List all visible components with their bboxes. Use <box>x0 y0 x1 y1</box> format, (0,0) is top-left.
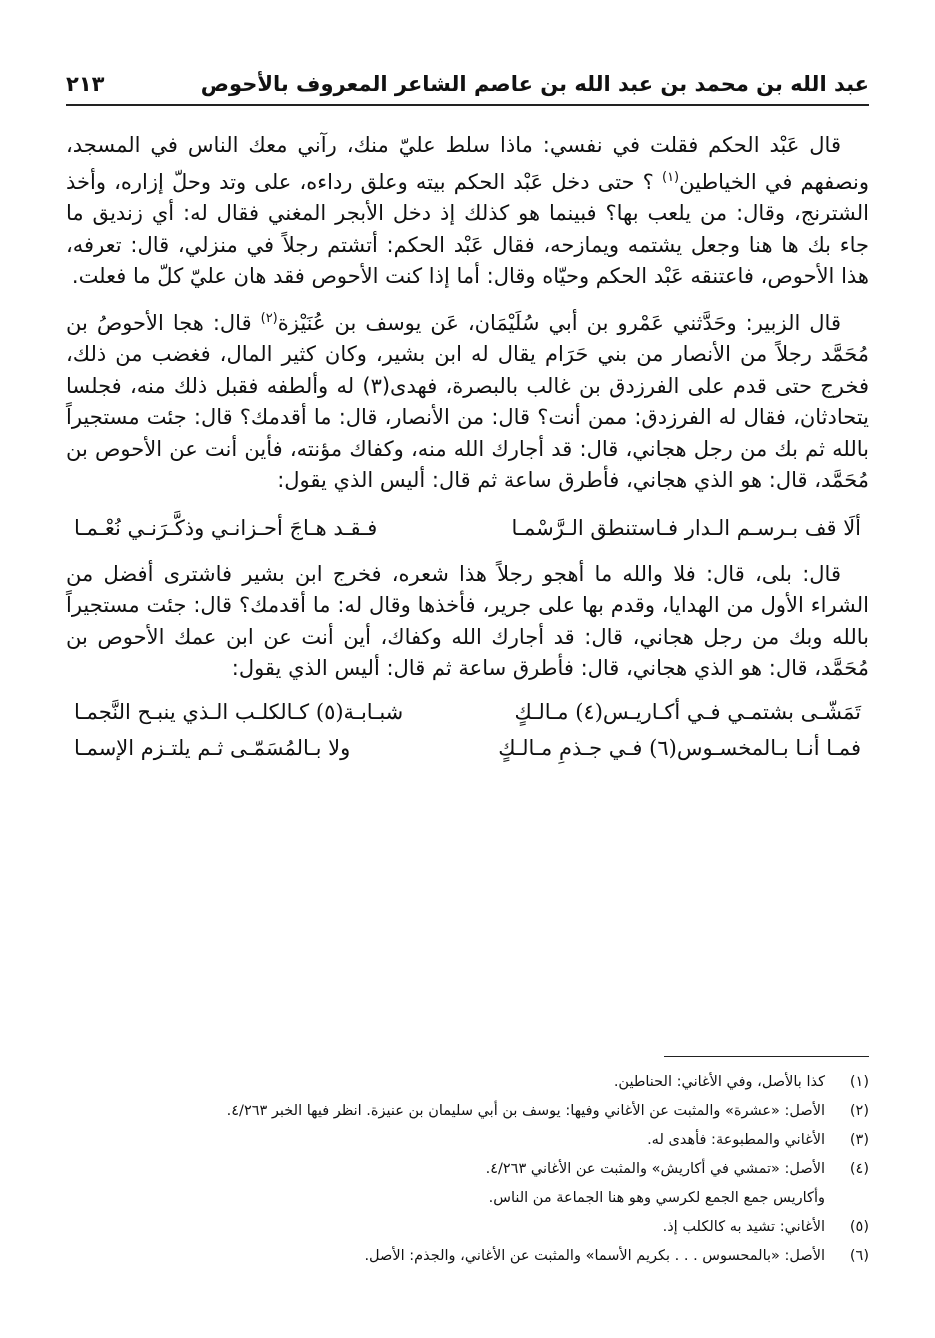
verse-1 <box>66 511 869 545</box>
footnote <box>66 1126 869 1155</box>
footnote-number <box>825 1184 869 1213</box>
footnote-number: (٥) <box>849 1219 869 1235</box>
paragraph-1-text: قال عَبْد الحكم فقلت في نفسي: ماذا سلط عليّ منك، رآني معك الناس في المسجد، ونصفهم في الخياطين <box>66 133 869 194</box>
verse-2a-first-hemistich: تَمَشّـى بشتمـي فـي أكـاريـس(٤) مـالـكٍ <box>514 699 861 724</box>
paragraph-2 <box>66 303 869 497</box>
page-header <box>66 64 869 106</box>
footnote-text: الأصل: «تمشي في أكاريش» والمثبت عن الأغاني ٤/٢٦٣. <box>485 1161 825 1177</box>
footnote <box>66 1097 869 1126</box>
verse-2a <box>66 695 869 729</box>
footnote-continuation <box>66 1184 869 1213</box>
paragraph-3: قال: بلى، قال: فلا والله ما أهجو رجلاً هذا شعره، فخرج ابن بشير فاشترى أفضل من الشراء الأول من الهدايا، وقدم بها على جرير، فأخذها وقال له: ما أقدمك؟ قال: جئت مستجيراً بالله وبك من رجل هجاني، قال: قد أجارك الله وكفاك، أين أنت عن ابن عمك الأحوص بن مُحَمَّد، قال: هو الذي هجاني، قال: فأطرق ساعة ثم قال: أليس الذي يقول: <box>66 561 869 680</box>
footnote-ref-2: (٢) <box>260 310 278 326</box>
footnote <box>66 1213 869 1242</box>
footnote-text: الأصل: «عشرة» والمثبت عن الأغاني وفيها: يوسف بن أبي سليمان بن عنيزة. انظر فيها الخبر ٤/٢٦٣. <box>226 1103 825 1119</box>
footnote-text: الأغاني: تشيد به كالكلب إذ. <box>662 1219 825 1235</box>
verse-1-second-hemistich: فـقـد هـاجَ أحـزانـي وذكَّـرَنـي نُعْـمـا <box>74 515 378 540</box>
verse-2b-first-hemistich: فمـا أنـا بـالمخسـوس(٦) فـي جـذمِ مـالـكٍ <box>498 735 861 760</box>
footnote-number: (٤) <box>849 1161 869 1177</box>
footnote <box>66 1068 869 1097</box>
verse-1-first-hemistich: ألَا قف بـرسـم الـدار فـاستنطق الـرَّسْمـا <box>511 515 861 540</box>
paragraph-2-text: قال الزبير: وحَدَّثني عَمْرو بن أبي سُلَيْمَان، عَن يوسف بن عُنَيْزة <box>277 310 841 335</box>
paragraph-1 <box>66 130 869 293</box>
footnote-number: (١) <box>849 1074 869 1090</box>
footnote <box>66 1242 869 1271</box>
footnote <box>66 1155 869 1184</box>
paragraph-2-rest: قال: هجا الأحوصُ بن مُحَمَّد رجلاً من الأنصار من بني حَرَام يقال له ابن بشير، وكان كثير المال، فغضب من ذلك، فخرج حتى قدم على الفرزدق بن غالب بالبصرة، فهدى(٣) له وألطفه فقبل ذلك منه، فجلسا يتحادثان، فقال له الفرزدق: ممن أنت؟ قال: من الأنصار، قال: ما أقدمك؟ قال: جئت مستجيراً بالله ثم بك من رجل هجاني، قال: قد أجارك الله منه، وكفاك مؤنته، فأين أنت عن الأحوص بن مُحَمَّد، قال: هو الذي هجاني، فأطرق ساعة ثم قال: أليس الذي يقول: <box>66 310 869 492</box>
page-number: ٢١٣ <box>66 72 105 96</box>
running-title: عبد الله بن محمد بن عبد الله بن عاصم الشاعر المعروف بالأحوص <box>200 72 869 96</box>
footnote-number: (٢) <box>849 1103 869 1119</box>
footnote-text: الأغاني والمطبوعة: فأهدى له. <box>647 1132 825 1148</box>
footnote-text: الأصل: «بالمحسوس . . . بكريم الأسما» والمثبت عن الأغاني، والجذم: الأصل. <box>364 1248 825 1264</box>
footnote-ref-1: (١) <box>661 169 680 185</box>
footnotes <box>66 1068 869 1271</box>
verse-2a-second-hemistich: شبـابـة(٥) كـالكلـب الـذي ينبـح النَّجمـا <box>74 699 404 724</box>
main-text <box>66 130 869 775</box>
footnote-text: وأكاريس جمع الجمع لكرسي وهو هنا الجماعة من الناس. <box>488 1190 825 1206</box>
footnote-number: (٦) <box>849 1248 869 1264</box>
verse-2b <box>66 731 869 765</box>
paragraph-1-rest: ؟ حتى دخل عَبْد الحكم بيته وعلق رداءه، على وتد وحلّ إزاره، وأخذ الشترنج، وقال: من يلعب بها؟ فبينما هو كذلك إذ دخل الأبجر المغني فقال له: أي زنديق ما جاء بك ها هنا وجعل يشتمه ويمازحه، فقال عَبْد الحكم: أتشتم رجلاً في منزلي، قال: تعرفه، هذا الأحوص، فاعتنقه عَبْد الحكم وحيّاه وقال: أما إذا كنت الأحوص فقد هان عليّ كلّ ما فعلت. <box>66 169 869 288</box>
footnote-number: (٣) <box>849 1132 869 1148</box>
footnote-text: كذا بالأصل، وفي الأغاني: الحناطين. <box>613 1074 825 1090</box>
verse-2b-second-hemistich: ولا بـالمُسَمّـى ثـم يلتـزم الإسمـا <box>74 735 351 760</box>
footnote-separator <box>664 1056 869 1057</box>
verse-block-2 <box>66 695 869 765</box>
